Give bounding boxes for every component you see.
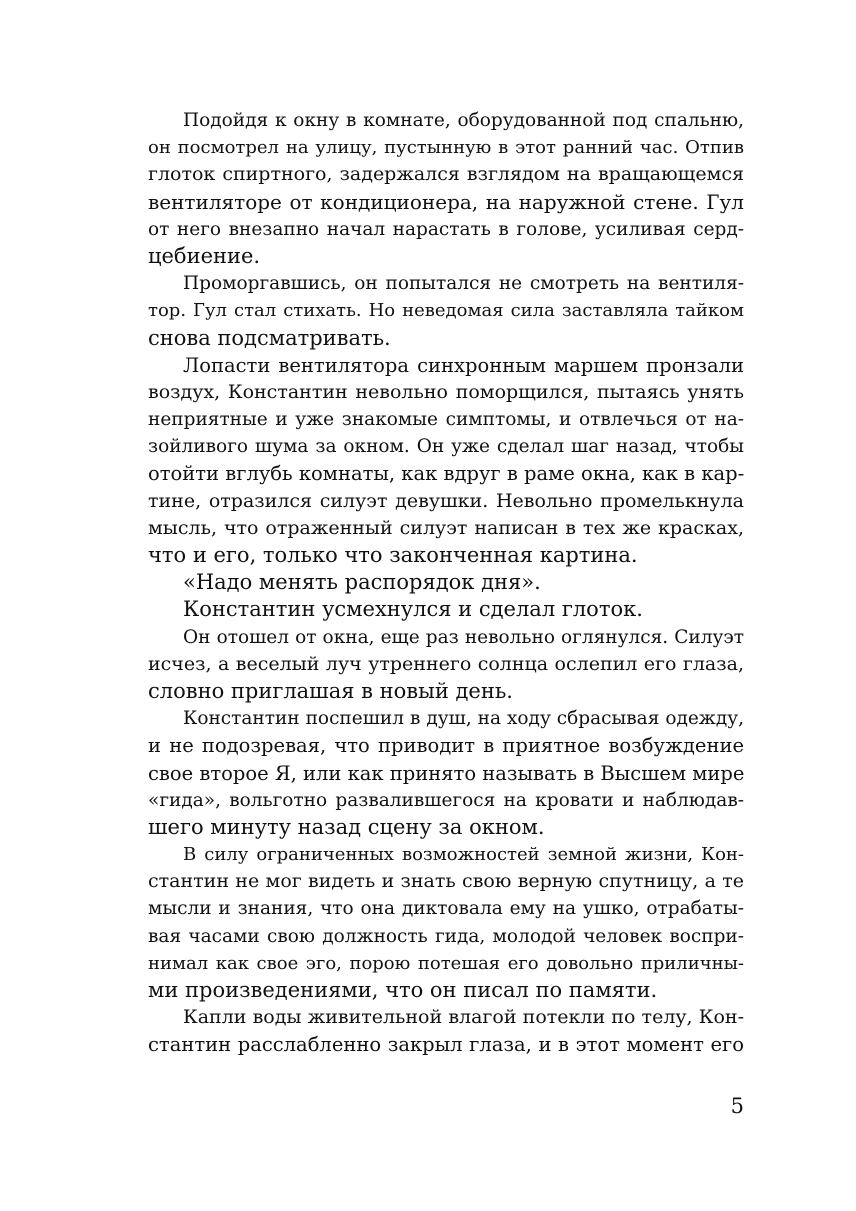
paragraph (148, 596, 744, 623)
text-line: мысли и знания, что она диктовала ему на ушко, отрабаты- (148, 898, 744, 920)
text-line: Он отошел от окна, еще раз невольно оглянулся. Силуэт (183, 626, 744, 648)
text-line: стантин не мог видеть и знать свою верную спутницу, а те (148, 870, 744, 893)
text-line: Проморгавшись, он попытался не смотреть на вентиля- (183, 273, 744, 295)
text-line: вая часами свою должность гида, молодой человек воспри- (148, 925, 744, 947)
text-line: словно приглашая в новый день. (148, 678, 513, 703)
text-line: Подойдя к окну в комнате, оборудованной под спальню, (183, 110, 744, 131)
text-line: шего минуту назад сцену за окном. (148, 814, 545, 839)
text-line: отойти вглубь комнаты, как вдруг в раме окна, как в кар- (148, 462, 745, 486)
text-line: Константин усмехнулся и сделал глоток. (183, 597, 643, 622)
paragraph (148, 569, 744, 596)
text-line: ми произведениями, что он писал по памяти. (148, 978, 658, 1002)
text-line: тине, отразился силуэт девушки. Невольно промелькнула (148, 489, 744, 512)
text-line: что и его, только что законченная картина. (148, 543, 638, 567)
text-line: цебиение. (148, 243, 261, 268)
text-line: «гида», вольготно развалившегося на кровати и наблюдав- (148, 789, 744, 811)
text-line: от него внезапно начал нарастать в голове, усиливая серд- (148, 218, 744, 240)
text-line: нимал как свое эго, порою потешая его довольно приличны- (148, 952, 744, 974)
body-text (148, 107, 744, 1059)
text-line: Капли воды живительной влагой потекли по телу, Кон- (183, 1006, 744, 1029)
text-line: мысль, что отраженный силуэт написан в тех же красках, (148, 516, 744, 539)
paragraph (148, 705, 744, 841)
text-line: воздух, Константин невольно поморщился, пытаясь унять (148, 380, 744, 403)
text-line: и не подозревая, что приводит в приятное возбуждение (148, 734, 744, 758)
paragraph (148, 624, 744, 706)
text-line: неприятные и уже знакомые симптомы, и отвлечься от на- (148, 409, 744, 431)
text-line: Константин поспешил в душ, на ходу сбрасывая одежду, (183, 708, 744, 730)
text-line: тор. Гул стал стихать. Но неведомая сила заставляла тайком (148, 300, 744, 322)
text-line: снова подсматривать. (148, 325, 391, 350)
paragraph (148, 841, 744, 1004)
text-line: глоток спиртного, задержался взглядом на вращающемся (148, 163, 744, 186)
text-line: зойливого шума за окном. Он уже сделал шаг назад, чтобы (148, 436, 744, 458)
text-line: В силу ограниченных возможностей земной жизни, Кон- (183, 844, 744, 866)
paragraph (148, 1004, 744, 1058)
text-line: он посмотрел на улицу, пустынную в этот ранний час. Отпив (148, 137, 744, 159)
text-line: стантин расслабленно закрыл глаза, и в этот момент его (148, 1033, 744, 1057)
paragraph (148, 270, 744, 352)
paragraph (148, 352, 744, 570)
page-number: 5 (730, 1094, 744, 1118)
text-line: исчез, а веселый луч утреннего солнца ослепил его глаза, (148, 652, 744, 675)
text-line: Лопасти вентилятора синхронным маршем пронзали (183, 353, 744, 377)
paragraph (148, 107, 744, 270)
text-line: вентиляторе от кондиционера, на наружной стене. Гул (148, 189, 744, 214)
text-line: «Надо менять распорядок дня». (183, 570, 541, 595)
text-line: свое второе Я, или как принято называть в Высшем мире (148, 761, 745, 785)
